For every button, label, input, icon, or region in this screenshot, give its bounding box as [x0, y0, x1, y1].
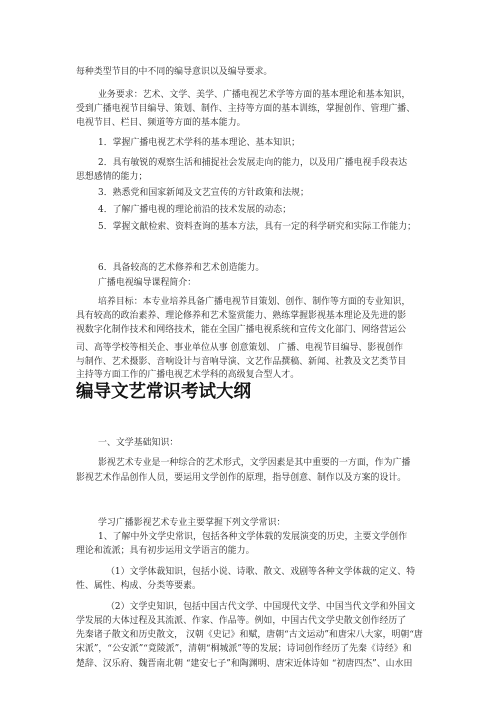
text-line: 思想感情的能力； [76, 172, 148, 182]
text-line: 与制作、艺术摄影、音响设计与音响导演、文艺作品撰稿、新闻、社教及文艺类节目 [76, 357, 407, 367]
text-line: 学习广播影视艺术专业主要掌握下列文学常识： [98, 518, 286, 528]
list-item: 6．具备较高的艺术修养和艺术创造能力。 [98, 263, 265, 273]
list-item: 4．了解广播电视的理论前沿的技术发展的动态； [98, 205, 292, 215]
text-line: 培养目标：本专业培养具备广播电视节目策划、创作、制作等方面的专业知识， [98, 297, 411, 307]
text-line: 影视艺术专业是一种综合的艺术形式，文学因素是其中重要的一方面，作为广播 [98, 458, 411, 468]
text-line: 先秦诸子散文和历史散文， 汉朝《史记》和赋，唐朝“古文运动”和唐宋八大家，明朝“唐 [76, 630, 423, 640]
text-line: 具有较高的政治素养、理论修养和艺术鉴赏能力、熟练掌握影视基本理论及先进的影 [76, 311, 407, 321]
list-item: （1）文学体裁知识，包括小说、诗歌、散文、戏剧等各种文学体裁的定义、特 [106, 567, 416, 577]
list-item: 1．掌握广播电视艺术学科的基本理论、基本知识； [98, 138, 301, 148]
page-heading: 编导文艺常识考试大纲 [76, 382, 251, 402]
text-line: 宋派”，“公安派”“竟陵派”，清朝“桐城派”等的发展；诗词创作经历了先秦《诗经》和 [76, 644, 412, 654]
list-item: 2．具有敏锐的观察生活和捕捉社会发展走向的能力，以及用广播电视手段表达 [98, 158, 408, 168]
list-item: 3．熟悉党和国家新闻及文艺宣传的方针政策和法规； [98, 188, 309, 198]
text-line: 主持等方面工作的广播电视艺术学科的高级复合型人才。 [76, 370, 300, 380]
text-line: 电视节目、栏目、频道等方面的基本能力。 [76, 118, 246, 128]
text-line: 楚辞、汉乐府、魏晋南北朝 “建安七子”和陶渊明、唐宋近体诗如 “初唐四杰”、山水田 [76, 659, 413, 669]
list-item: （2）文学史知识，包括中国古代文学、中国现代文学、中国当代文学和外国文 [106, 602, 416, 612]
text-line: 受到广播电视节目编导、策划、制作、主持等方面的基本训练，掌握创作、管理广播、 [76, 104, 416, 114]
text-line: 影视艺术作品创作人员，要运用文学创作的原理，指导创意、制作以及方案的设计。 [76, 473, 407, 483]
text-line: 业务要求：艺术、文学、美学、广播电视艺术学等方面的基本理论和基本知识， [98, 90, 411, 100]
text-line: 司、高等学校等相关企、事业单位从事 创意策划、 广播、电视节目编导、影视创作 [76, 343, 404, 353]
section-title: 一、文学基础知识： [98, 438, 179, 448]
list-item: 1、了解中外文学史常识，包括各种文学体载的发展演变的历史，主要文学创作 [98, 532, 408, 542]
text-line: 视数字化制作技术和网络技术，能在全国广播电视系统和宣传文化部门、网络营运公 [76, 325, 407, 335]
section-title: 广播电视编导课程简介： [98, 278, 197, 288]
text-line: 性、属性、构成、分类等要素。 [76, 581, 201, 591]
text-line: 每种类型节目的中不同的编导意识以及编导要求。 [76, 67, 273, 77]
text-line: 理论和流派；具有初步运用文学语言的能力。 [76, 546, 255, 556]
text-line: 学发展的大体过程及其流派、作家、作品等。例如，中国古代文学史散文创作经历了 [76, 616, 407, 626]
list-item: 5．掌握文献检索、资料查询的基本方法，具有一定的科学研究和实际工作能力； [98, 222, 417, 232]
